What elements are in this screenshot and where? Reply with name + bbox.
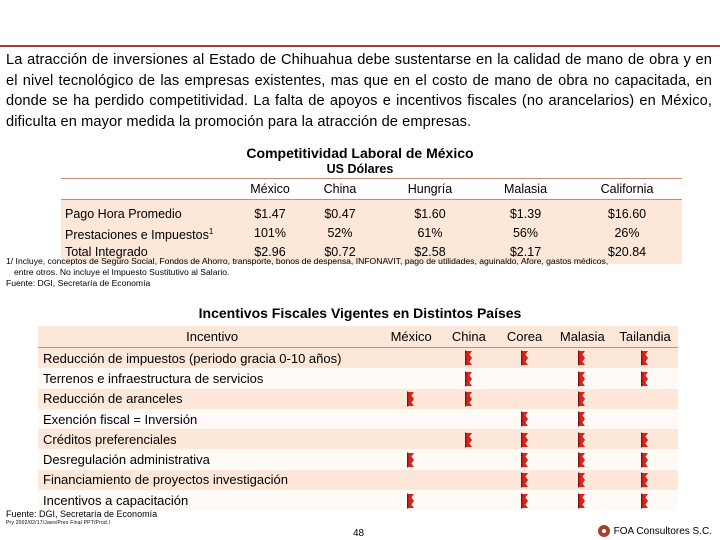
row-label: Total Integrado [61,244,241,264]
cell: $16.60 [572,200,682,224]
incentive-cell [612,470,678,490]
incentive-cell [381,368,441,388]
incentive-cell [612,449,678,469]
check-mark-icon [521,452,529,468]
incentive-cell [381,490,441,510]
incentive-cell [441,449,497,469]
incentive-label: Reducción de aranceles [38,389,381,409]
incentive-cell [552,389,612,409]
col-california: California [572,179,682,200]
col-country: Malasia [552,326,612,348]
check-mark-icon [521,411,529,427]
col-hungria: Hungría [381,179,479,200]
table-row [38,348,678,369]
incentive-cell [612,429,678,449]
file-reference: Pry 2002/02/17/Jaeo/Pres Final PPT/Prod.I [6,520,111,526]
table-row [38,490,678,510]
table-row [38,409,678,429]
check-mark-icon [407,452,415,468]
foa-logo-icon [598,525,610,537]
check-mark-icon [578,391,586,407]
incentive-cell [612,409,678,429]
incentive-cell [612,389,678,409]
check-mark-icon [641,350,649,366]
check-mark-icon [578,493,586,509]
table-row [61,223,682,244]
check-mark-icon [465,350,473,366]
cell: $1.47 [241,200,299,224]
incentive-cell [497,429,553,449]
labor-table-source: Fuente: DGI, Secretaría de Economía [6,278,151,288]
incentive-cell [612,348,678,369]
table-row [38,449,678,469]
labor-competitiveness-table [61,178,682,264]
check-mark-icon [578,350,586,366]
incentive-cell [552,449,612,469]
incentive-cell [552,429,612,449]
check-mark-icon [521,493,529,509]
incentive-label: Terrenos e infraestructura de servicios [38,368,381,388]
incentive-cell [552,368,612,388]
incentive-cell [441,409,497,429]
incentive-cell [497,490,553,510]
check-mark-icon [521,350,529,366]
intro-paragraph: La atracción de inversiones al Estado de Chihuahua debe sustentarse en la calidad de mano de obra y en el nivel tecnológico de las empresas existentes, mas que en el costo de mano de obra no capacitada, en donde se ha perdido competitividad. La falta de apoyos e incentivos fiscales (no arancelarios) en México, dificulta en mayor medida la promoción para la atracción de empresas. [6,52,712,130]
cell: $2.96 [241,244,299,264]
incentive-label: Financiamiento de proyectos investigación [38,470,381,490]
incentive-label: Reducción de impuestos (periodo gracia 0-10 años) [38,348,381,369]
check-mark-icon [521,432,529,448]
cell: 56% [479,223,572,244]
check-mark-icon [641,371,649,387]
check-mark-icon [578,411,586,427]
incentive-cell [552,348,612,369]
page-number: 48 [353,528,365,539]
incentive-cell [381,409,441,429]
check-mark-icon [578,432,586,448]
col-country: Tailandia [612,326,678,348]
cell: $2.58 [381,244,479,264]
incentive-label: Exención fiscal = Inversión [38,409,381,429]
footnote-marker: 1 [208,227,214,236]
labor-table-subtitle: US Dólares [326,162,394,176]
incentive-cell [381,389,441,409]
cell: 101% [241,223,299,244]
incentives-table-source: Fuente: DGI, Secretaría de Economía [6,509,158,519]
col-malasia: Malasia [479,179,572,200]
check-mark-icon [641,452,649,468]
incentive-label: Desregulación administrativa [38,449,381,469]
incentive-cell [497,409,553,429]
incentive-cell [441,389,497,409]
incentive-cell [552,409,612,429]
incentives-table-title: Incentivos Fiscales Vigentes en Distintos Países [198,305,522,321]
incentive-cell [441,490,497,510]
incentive-cell [552,470,612,490]
incentives-table-body [38,348,678,511]
labor-table-footnotes [6,256,712,289]
cell: 61% [381,223,479,244]
incentive-cell [612,490,678,510]
table-row [38,389,678,409]
incentive-cell [441,429,497,449]
incentive-cell [381,449,441,469]
check-mark-icon [407,391,415,407]
incentive-cell [552,490,612,510]
check-mark-icon [465,371,473,387]
cell: $0.47 [299,200,381,224]
check-mark-icon [641,472,649,488]
check-mark-icon [578,472,586,488]
check-mark-icon [641,432,649,448]
firm-name: FOA Consultores S.C. [613,525,712,537]
table-row [38,429,678,449]
firm-signature [598,525,712,537]
footnote-line-2: entre otros. No incluye el Impuesto Sustitutivo al Salario. [14,267,230,277]
check-mark-icon [465,432,473,448]
incentive-cell [612,368,678,388]
row-label: Prestaciones e Impuestos$^1$ [61,223,241,244]
check-mark-icon [578,452,586,468]
footnote-line-1: 1/ Incluye, conceptos de Seguro Social, Fondos de Ahorro, transporte, bonos de despensa, INFONAVIT, pago de utilidades, aguinaldo, Afore, gastos médicos, [6,256,609,266]
incentive-cell [497,389,553,409]
incentive-label: Incentivos a capacitación [38,490,381,510]
incentive-cell [497,368,553,388]
check-mark-icon [578,371,586,387]
table-row [61,200,682,224]
col-country: China [441,326,497,348]
cell: $2.17 [479,244,572,264]
incentive-cell [441,470,497,490]
col-incentive: Incentivo [38,326,381,348]
incentive-cell [381,348,441,369]
check-mark-icon [641,493,649,509]
table-row [38,470,678,490]
labor-table-title: Competitividad Laboral de México [246,145,474,161]
labor-table-header [61,179,682,200]
incentives-table-header [38,326,678,348]
incentive-cell [497,470,553,490]
incentive-cell [497,348,553,369]
col-mexico: México [241,179,299,200]
table-row [38,368,678,388]
cell: $1.60 [381,200,479,224]
cell: $1.39 [479,200,572,224]
cell: 26% [572,223,682,244]
col-country: México [381,326,441,348]
incentive-cell [441,368,497,388]
cell: $0.72 [299,244,381,264]
incentive-cell [441,348,497,369]
check-mark-icon [465,391,473,407]
incentive-cell [381,429,441,449]
fiscal-incentives-table [38,326,678,510]
cell: $20.84 [572,244,682,264]
row-label: Pago Hora Promedio [61,200,241,224]
incentive-label: Créditos preferenciales [38,429,381,449]
top-divider [0,45,720,47]
check-mark-icon [407,493,415,509]
col-china: China [299,179,381,200]
cell: 52% [299,223,381,244]
check-mark-icon [521,472,529,488]
incentive-cell [497,449,553,469]
col-country: Corea [497,326,553,348]
incentive-cell [381,470,441,490]
